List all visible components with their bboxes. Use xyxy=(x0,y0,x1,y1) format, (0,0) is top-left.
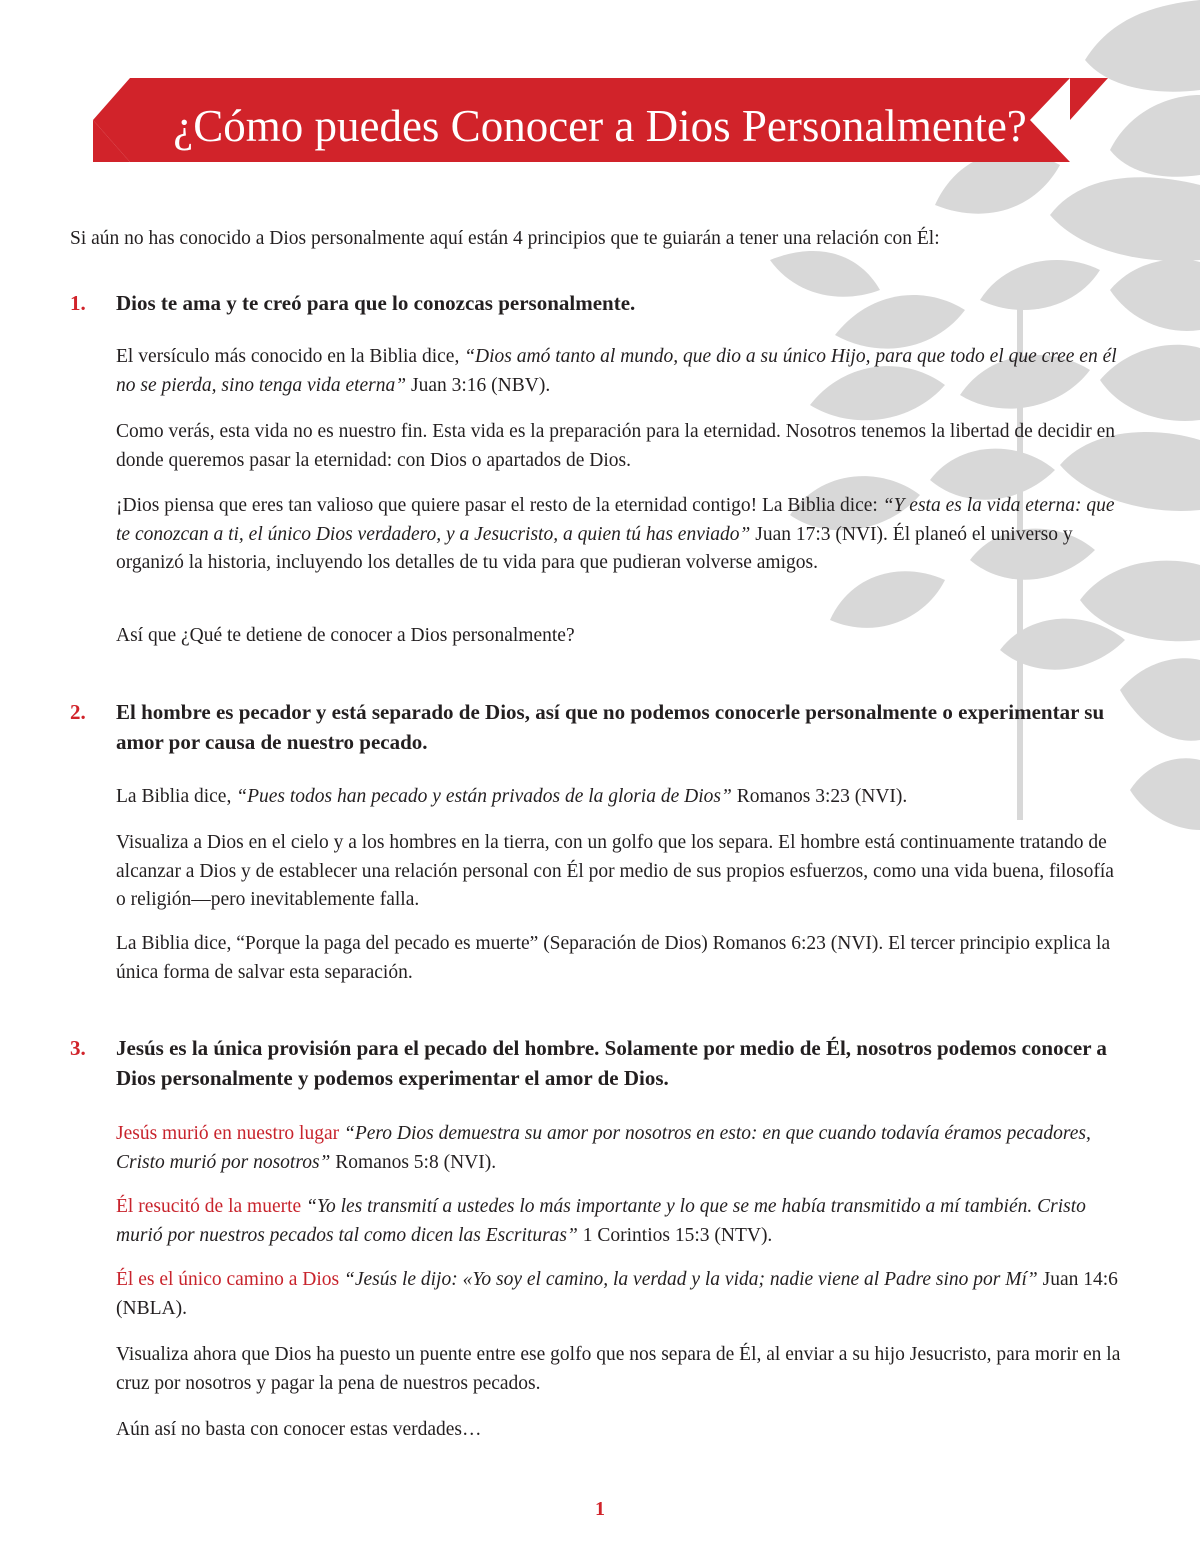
page-title: ¿Cómo puedes Conocer a Dios Personalmente? xyxy=(173,101,1027,151)
section-number: 3. xyxy=(70,1036,86,1060)
paragraph: Aún así no basta con conocer estas verdades… xyxy=(116,1419,482,1440)
intro-text: Si aún no has conocido a Dios personalmente aquí están 4 principios que te guiarán a tener una relación con Él: xyxy=(70,228,940,249)
paragraph: Visualiza ahora que Dios ha puesto un puente entre ese golfo que nos separa de Él, al enviar a su hijo Jesucristo, para morir en la cruz por nosotros y pagar la pena de nuestros pecados. xyxy=(116,1344,1121,1394)
section-1-heading xyxy=(70,288,1150,318)
paragraph: Visualiza a Dios en el cielo y a los hombres en la tierra, con un golfo que los separa. El hombre está continuamente tratando de alcanzar a Dios y de establecer una relación personal con Él por medio de sus propios esfuerzos, como una vida buena, filosofía o religión—pero inevitablemente falla. xyxy=(116,832,1114,910)
bible-reference: Juan 14:6 (NBLA). xyxy=(116,1269,1118,1319)
paragraph-text: La Biblia dice, xyxy=(116,786,237,807)
page-number: 1 xyxy=(595,1498,605,1520)
section-number: 1. xyxy=(70,291,86,315)
point-lead: Él es el único camino a Dios xyxy=(116,1269,340,1290)
section-heading-text: Jesús es la única provisión para el pecado del hombre. Solamente por medio de Él, nosotros podemos conocer a Dios personalmente y podemos experimentar el amor de Dios. xyxy=(116,1036,1107,1090)
point-lead: Él resucitó de la muerte xyxy=(116,1196,302,1217)
bible-quote: “Yo les transmití a ustedes lo más importante y lo que se me había transmitido a mí también. Cristo murió por nuestros pecados tal como dicen las Escrituras” xyxy=(116,1196,1086,1246)
bible-reference: Romanos 5:8 (NVI). xyxy=(330,1151,497,1173)
bible-reference: Juan 17:3 (NVI). Él planeó el universo y organizó la historia, incluyendo los detalles de tu vida para que pudieran volverse amigos. xyxy=(116,523,1073,573)
paragraph xyxy=(116,1193,1126,1250)
paragraph xyxy=(116,1120,1126,1177)
bible-reference: Romanos 3:23 (NVI). xyxy=(731,786,908,807)
bible-quote: “Y esta es la vida eterna: que te conozcan a ti, el único Dios verdadero, y a Jesucristo, a quien tú has enviado” xyxy=(116,495,1115,545)
paragraph xyxy=(116,492,1126,578)
section-number: 2. xyxy=(70,700,86,724)
bible-reference: Juan 3:16 (NBV). xyxy=(406,374,551,396)
paragraph: La Biblia dice, “Porque la paga del pecado es muerte” (Separación de Dios) Romanos 6:23 (NVI). El tercer principio explica la única forma de salvar esta separación. xyxy=(116,933,1111,983)
paragraph xyxy=(116,783,1126,812)
paragraph: Así que ¿Qué te detiene de conocer a Dios personalmente? xyxy=(116,625,575,646)
paragraph: Como verás, esta vida no es nuestro fin. Esta vida es la preparación para la eternidad. Nosotros tenemos la libertad de decidir en donde queremos pasar la eternidad: con Dios o apartados de Dios. xyxy=(116,421,1116,471)
bible-quote: “Dios amó tanto al mundo, que dio a su único Hijo, para que todo el que cree en él no se pierda, sino tenga vida eterna” xyxy=(116,346,1117,396)
bible-quote: “Pues todos han pecado y están privados de la gloria de Dios” xyxy=(236,786,732,807)
section-heading-text: Dios te ama y te creó para que lo conozcas personalmente. xyxy=(116,291,636,315)
bible-quote: “Pero Dios demuestra su amor por nosotros en esto: en que cuando todavía éramos pecadores, Cristo murió por nosotros” xyxy=(116,1123,1091,1173)
section-heading-text: El hombre es pecador y está separado de Dios, así que no podemos conocerle personalmente o experimentar su amor por causa de nuestro pecado. xyxy=(116,700,1105,754)
bible-quote: “Jesús le dijo: «Yo soy el camino, la verdad y la vida; nadie viene al Padre sino por Mí” xyxy=(339,1269,1038,1290)
section-3-heading xyxy=(70,1033,1150,1093)
paragraph-text: El versículo más conocido en la Biblia dice, xyxy=(116,346,465,367)
bible-reference: 1 Corintios 15:3 (NTV). xyxy=(577,1224,773,1246)
paragraph xyxy=(116,343,1126,400)
section-2-heading xyxy=(70,697,1150,757)
point-lead: Jesús murió en nuestro lugar xyxy=(116,1123,340,1144)
paragraph-text: ¡Dios piensa que eres tan valioso que quiere pasar el resto de la eternidad contigo! La Biblia dice: xyxy=(116,495,883,516)
paragraph xyxy=(116,1266,1126,1323)
